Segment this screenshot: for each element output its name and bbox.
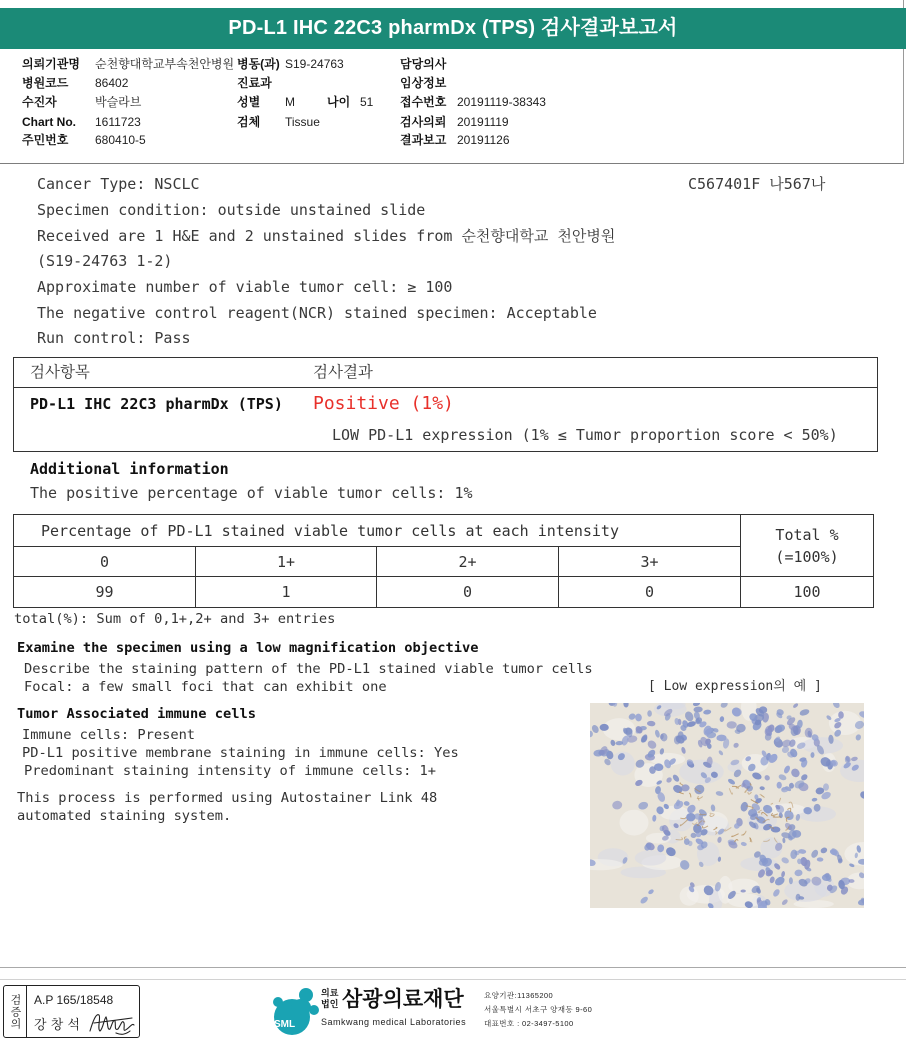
intensity-header-row: [14, 515, 874, 547]
institution-value: 순천향대학교부속천안병원: [95, 57, 235, 71]
tissue-patch: [660, 806, 689, 820]
result-col-item: 검사항목: [30, 363, 90, 381]
intensity-value-1plus: 1: [196, 577, 377, 608]
tissue-patch: [635, 850, 667, 865]
report-date-value: 20191126: [457, 133, 510, 147]
resident-no-label: 주민번호: [22, 133, 69, 147]
intensity-value-0: 99: [14, 577, 196, 608]
footer-divider-top: [0, 967, 906, 968]
report-date-label: 결과보고: [400, 133, 447, 147]
hospital-code-label: 병원코드: [22, 76, 69, 90]
verifier-label: 검증의: [4, 986, 27, 1037]
result-interpretation: LOW PD-L1 expression (1% ≤ Tumor proportion score < 50%): [332, 426, 838, 444]
tumor-cell-count-line: Approximate number of viable tumor cell: ≥ 100: [37, 278, 453, 296]
hospital-code-value: 86402: [95, 76, 129, 90]
intensity-value-row: [14, 577, 874, 608]
process-line-2: automated staining system.: [17, 808, 232, 824]
facility-number: 요양기관:11365200: [484, 991, 554, 1000]
specimen-id: C567401F 나567나: [688, 175, 826, 193]
intensity-col-0: 0: [14, 547, 196, 577]
report-title: PD-L1 IHC 22C3 pharmDx (TPS) 검사결과보고서: [0, 8, 906, 49]
patient-label: 수진자: [22, 95, 57, 109]
specimen-value: Tissue: [285, 115, 320, 129]
request-date-value: 20191119: [457, 115, 509, 129]
org-phone: 대표번호 : 02-3497-5100: [484, 1019, 574, 1028]
micrograph-image: [590, 703, 864, 908]
institution-label: 의뢰기관명: [22, 57, 80, 71]
verifier-box: [3, 985, 140, 1038]
intensity-table-title: Percentage of PD-L1 stained viable tumor cells at each intensity: [14, 515, 741, 547]
doctor-label: 담당의사: [400, 57, 447, 71]
sex-label: 성별: [237, 95, 261, 109]
slide-id-line: (S19-24763 1-2): [37, 252, 173, 270]
signature-image: [87, 1007, 137, 1037]
org-type-line-2: 법인: [321, 1000, 339, 1010]
specimen-label: 검체: [237, 115, 261, 129]
receipt-no-label: 접수번호: [400, 95, 447, 109]
cancer-type-line: Cancer Type: NSCLC: [37, 175, 200, 193]
run-control-line: Run control: Pass: [37, 329, 191, 347]
immune-line-1: Immune cells: Present: [22, 727, 196, 743]
org-name-english: Samkwang medical Laboratories: [321, 1017, 467, 1027]
sex-value: M: [285, 95, 295, 109]
clinical-info-label: 임상정보: [400, 76, 447, 90]
intensity-col-1plus: 1+: [196, 547, 377, 577]
received-line: Received are 1 H&E and 2 unstained slides from 순천향대학교 천안병원: [37, 227, 616, 245]
intensity-value-2plus: 0: [377, 577, 559, 608]
age-value: 51: [360, 95, 374, 109]
sml-logo-icon: [268, 986, 322, 1036]
intensity-table-note: total(%): Sum of 0,1+,2+ and 3+ entries: [14, 611, 336, 627]
logo-text: SML: [274, 1019, 296, 1030]
org-address: 서울특별시 서초구 양재동 9-60: [484, 1005, 593, 1014]
result-test-item: PD-L1 IHC 22C3 pharmDx (TPS): [30, 395, 283, 413]
ward-value: S19-24763: [285, 57, 344, 71]
tissue-patch: [679, 760, 724, 784]
immune-title: Tumor Associated immune cells: [17, 706, 256, 722]
intensity-table: [13, 514, 874, 608]
total-header-line1: Total %: [775, 525, 839, 544]
org-name: 삼광의료재단: [342, 987, 464, 1011]
additional-info-title: Additional information: [30, 460, 229, 478]
department-label: 진료과: [237, 76, 272, 90]
process-line-1: This process is performed using Autostainer Link 48: [17, 790, 438, 806]
example-caption: [ Low expression의 예 ]: [648, 679, 822, 694]
org-type-line-1: 의료: [321, 989, 339, 999]
chart-no-value: 1611723: [95, 115, 141, 129]
result-table-divider: [13, 387, 878, 388]
specimen-condition-line: Specimen condition: outside unstained slide: [37, 201, 426, 219]
total-header-line2: (=100%): [775, 547, 839, 566]
intensity-col-2plus: 2+: [377, 547, 559, 577]
tissue-patch: [740, 857, 777, 871]
chart-no-label: Chart No.: [22, 115, 76, 129]
low-mag-line-2: Focal: a few small foci that can exhibit one: [24, 679, 387, 695]
additional-info-text: The positive percentage of viable tumor cells: 1%: [30, 484, 473, 502]
request-date-label: 검사의뢰: [400, 115, 447, 129]
verifier-name: 강 창 석: [34, 1018, 80, 1033]
total-header: [741, 515, 874, 577]
age-label: 나이: [327, 95, 351, 109]
resident-no-value: 680410-5: [95, 133, 146, 147]
ap-number: A.P 165/18548: [34, 993, 114, 1007]
immune-line-2: PD-L1 positive membrane staining in immune cells: Yes: [22, 745, 459, 761]
immune-line-3: Predominant staining intensity of immune cells: 1+: [24, 763, 437, 779]
cell-nucleus: [777, 782, 782, 789]
result-positive: Positive (1%): [313, 393, 454, 414]
footer-divider-bottom: [0, 979, 906, 980]
receipt-no-value: 20191119-38343: [457, 95, 546, 109]
low-mag-title: Examine the specimen using a low magnification objective: [17, 640, 479, 656]
intensity-total-value: 100: [741, 577, 874, 608]
result-col-result: 검사결과: [313, 363, 373, 381]
low-mag-line-1: Describe the staining pattern of the PD-L1 stained viable tumor cells: [24, 661, 593, 677]
patient-value: 박슬라브: [95, 95, 142, 109]
ncr-line: The negative control reagent(NCR) stained specimen: Acceptable: [37, 304, 597, 322]
intensity-col-3plus: 3+: [559, 547, 741, 577]
ward-label: 병동(과): [237, 57, 280, 71]
tissue-patch: [620, 810, 649, 836]
intensity-value-3plus: 0: [559, 577, 741, 608]
